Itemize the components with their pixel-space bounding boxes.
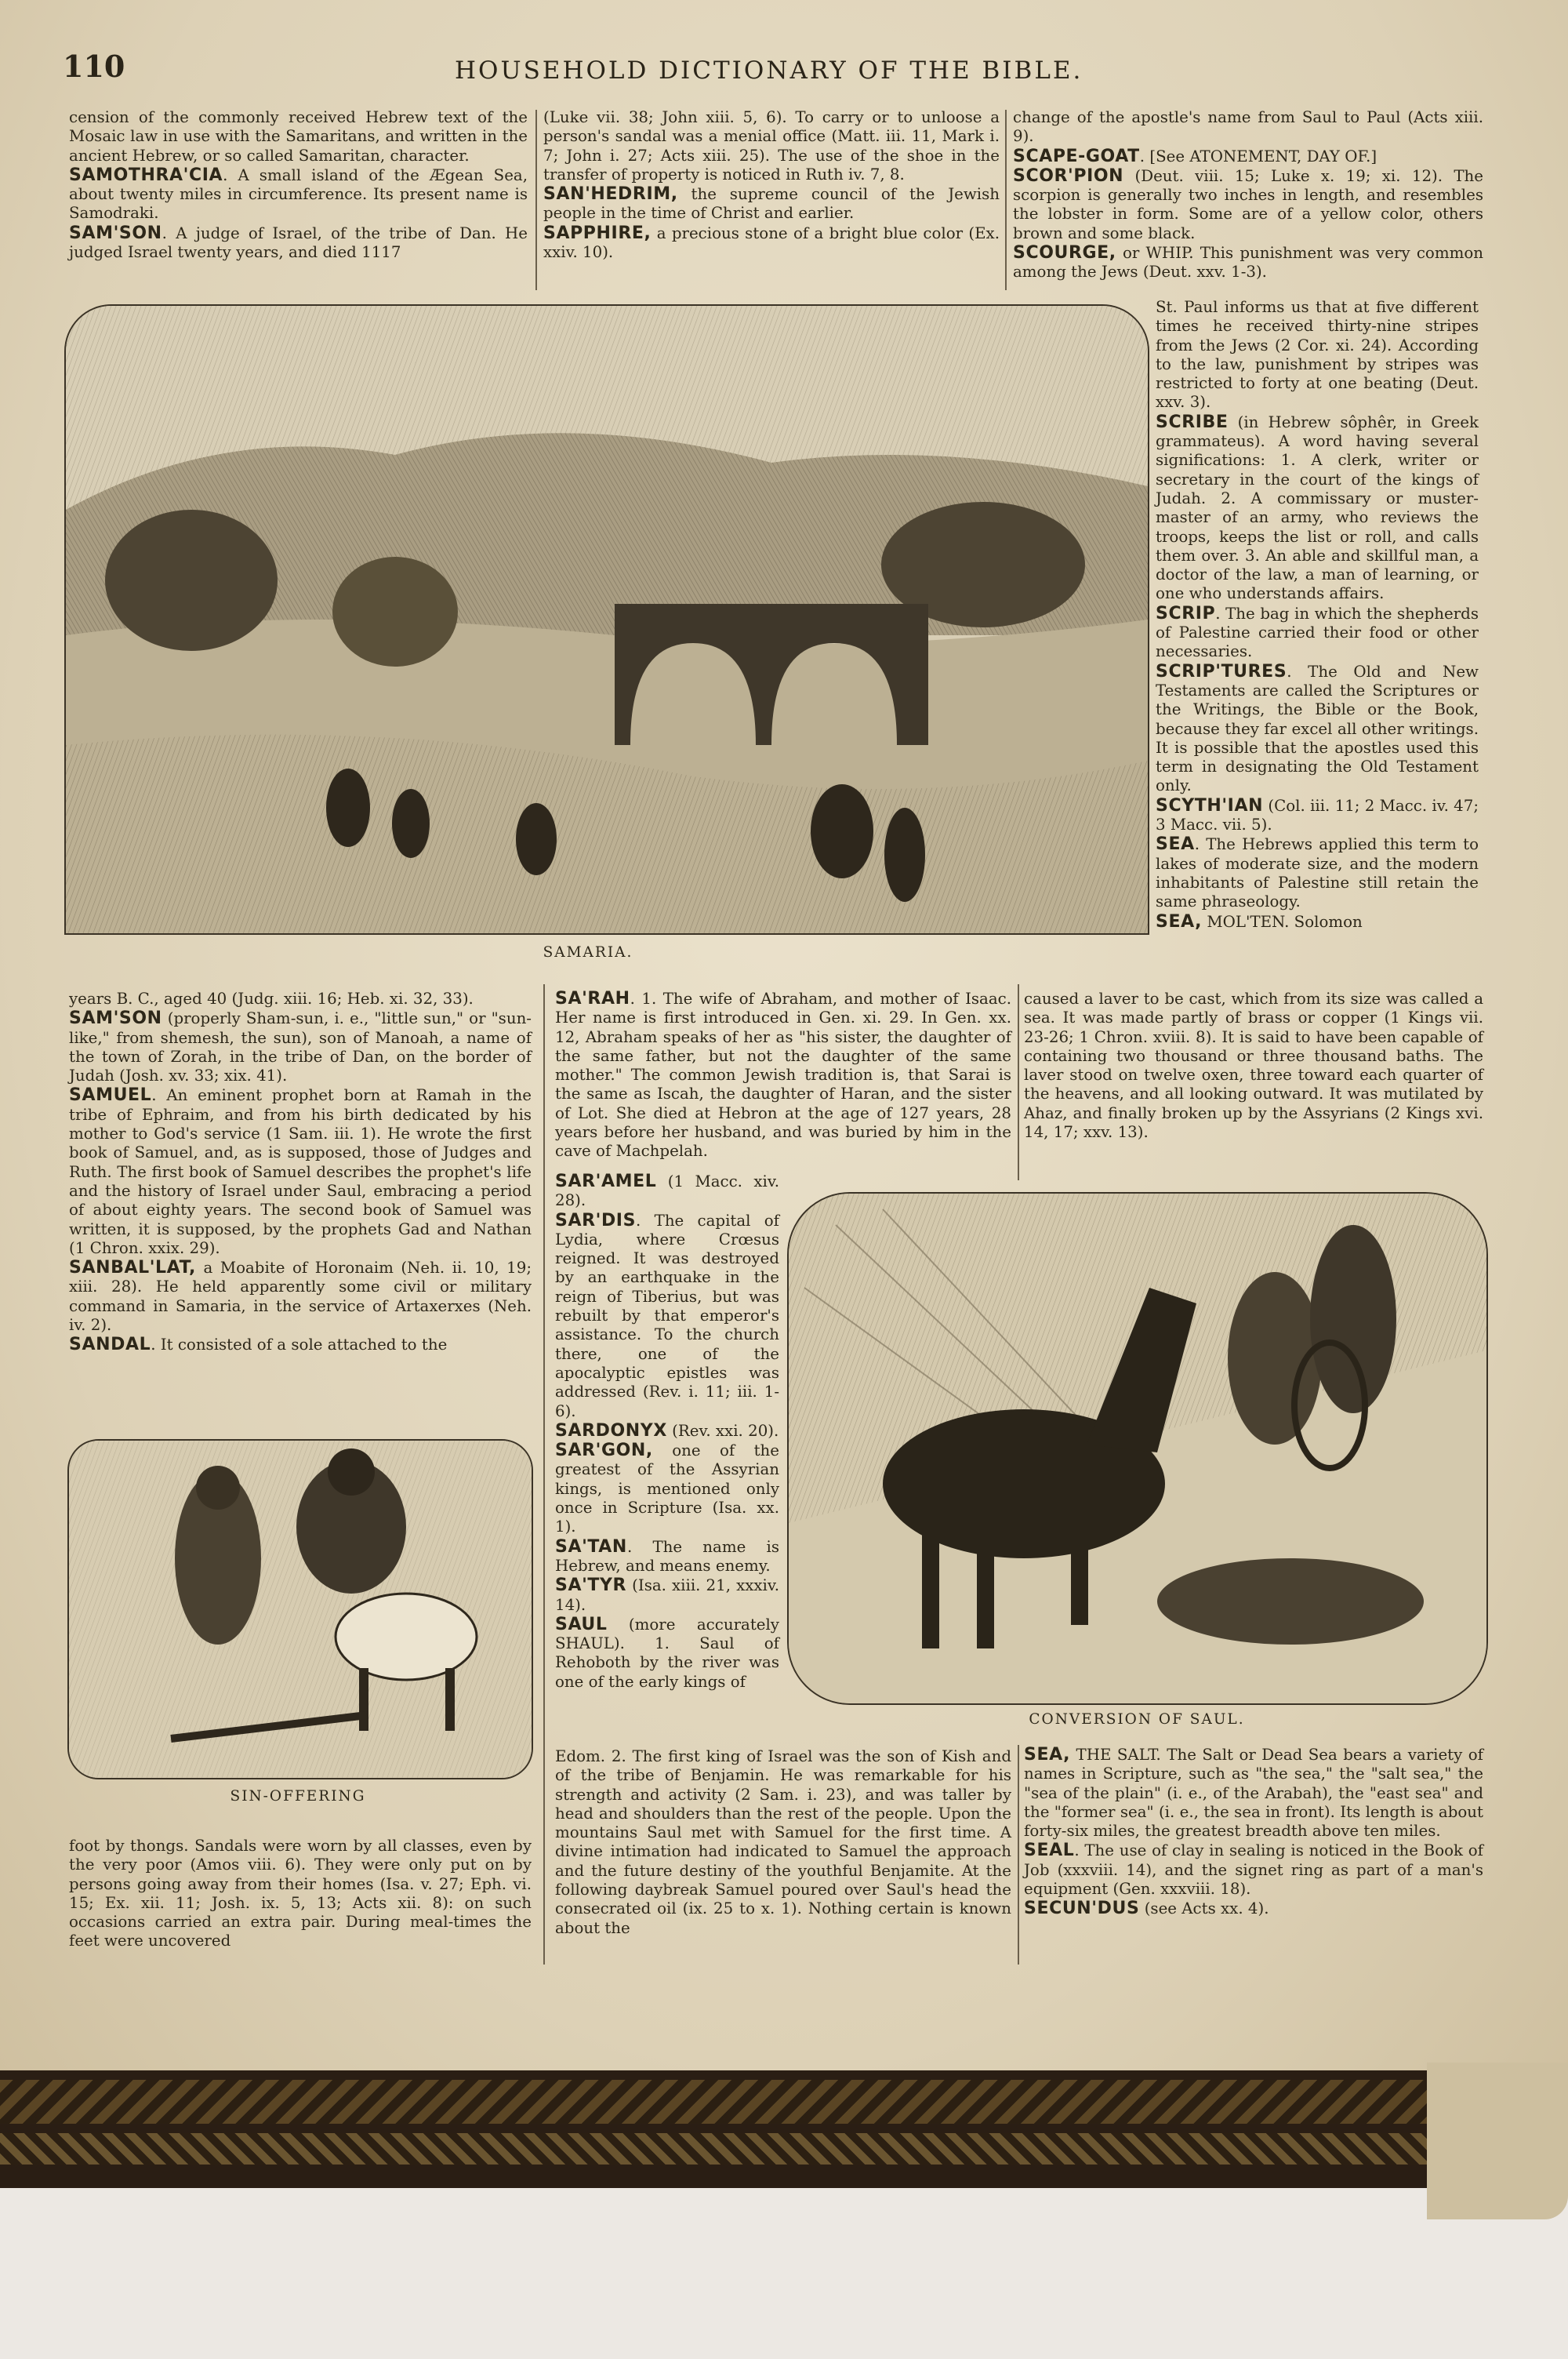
headword: SA'TAN <box>555 1536 627 1557</box>
entry-saul: SAUL (more accurately SHAUL). 1. Saul of Rehoboth by the river was one of the early kings of <box>555 1614 779 1691</box>
headword: SAMUEL <box>69 1085 152 1106</box>
entry-sapphire: SAPPHIRE, a precious stone of a bright blue color (Ex. xxiv. 10). <box>543 223 1000 262</box>
entry-paragraph: Edom. 2. The first king of Israel was the son of Kish and of the tribe of Benjamin. He was remarkable for his strength and activity (2 Sam. i. 23), and was taller by head and shoulders than the rest of the people. Upon the mountains Saul met with Samuel for the first time. A divine intimation had indicated to Samuel the approach and the future destiny of the youthful Benjamite. At the following daybreak Samuel poured over Saul's head the consecrated oil (ix. 25 to x. 1). Nothing certain is known about the <box>555 1747 1011 1937</box>
column-rule <box>1018 1745 1019 1965</box>
entry-sardonyx: SARDONYX (Rev. xxi. 20). <box>555 1420 779 1441</box>
headword: SAM'SON <box>69 223 162 243</box>
headword: SEA <box>1156 834 1195 855</box>
column-1-bottom <box>69 1837 532 1952</box>
entry-sardis: SAR'DIS. The capital of Lydia, where Crœsus reigned. It was destroyed by an earthquake in the reign of Tiberius, but was rebuilt by that emperor's assistance. To the church there, one of the apocalyptic epistles was addressed (Rev. i. 11; iii. 1-6). <box>555 1210 779 1420</box>
column-1-middle <box>69 990 532 1356</box>
column-2-bottom <box>555 1747 1011 1939</box>
entry-paragraph: years B. C., aged 40 (Judg. xiii. 16; Heb. xi. 32, 33). <box>69 990 474 1008</box>
binding-ornament <box>0 2080 1427 2124</box>
entry-sea: SEA. The Hebrews applied this term to lakes of moderate size, and the modern inhabitants of Palestine still retain the same phraseology. <box>1156 834 1479 911</box>
page-number: 110 <box>63 49 125 84</box>
entry-scribe: SCRIBE (in Hebrew sôphêr, in Greek grammateus). A word having several significations: 1. A clerk, writer or secretary in the court of the kings of Judah. 2. A commissary or muster-master of an army, who reviews the troops, keeps the list or roll, and calls them over. 3. An able and skillful man, a doctor of the law, a man of learning, or one who understands affairs. <box>1156 412 1479 603</box>
entry-samson: SAM'SON. A judge of Israel, of the tribe of Dan. He judged Israel twenty years, and died 1117 <box>69 223 528 262</box>
headword: SCYTH'IAN <box>1156 795 1264 816</box>
column-1-top <box>69 108 528 263</box>
column-2-narrow <box>555 1172 779 1692</box>
headword: SAUL <box>555 1614 608 1634</box>
headword: SCRIP'TURES <box>1156 661 1287 682</box>
headword: SAM'SON <box>69 1009 162 1029</box>
column-2-middle <box>555 990 1011 1162</box>
sin-offering-caption: SIN-OFFERING <box>230 1788 366 1805</box>
entry-scriptures: SCRIP'TURES. The Old and New Testaments are called the Scriptures or the Writings, the Bible or the Book, because they far excel all other writings. It is possible that the apostles used this term in designating the Old Testament only. <box>1156 661 1479 795</box>
headword: SCAPE-GOAT <box>1013 146 1140 166</box>
column-3-bottom <box>1024 1746 1483 1920</box>
binding-ornament <box>0 2133 1427 2165</box>
conversion-of-saul-engraving <box>787 1192 1488 1705</box>
column-rule <box>535 110 537 290</box>
entry-satan: SA'TAN. The name is Hebrew, and means enemy. <box>555 1536 779 1575</box>
headword: SEAL <box>1024 1841 1075 1861</box>
entry-paragraph: caused a laver to be cast, which from its size was called a sea. It was made partly of brass or copper (1 Kings vii. 23-26; 1 Chron. xviii. 8). It is said to have been capable of containing two thousand or three thousand baths. The laver stood on twelve oxen, three toward each quarter of the heavens, and all looking outward. It was mutilated by Ahaz, and finally broken up by the Assyrians (2 Kings xvi. 14, 17; xxv. 13). <box>1024 990 1483 1142</box>
headword: SAR'GON, <box>555 1441 653 1461</box>
entry-paragraph: (Luke vii. 38; John xiii. 5, 6). To carry or to unloose a person's sandal was a menial office (Matt. iii. 11, Mark i. 7; John i. 27; Acts xiii. 25). The use of the shoe in the transfer of property is noticed in Ruth iv. 7, 8. <box>543 108 1000 184</box>
entry-sandal: SANDAL. It consisted of a sole attached to the <box>69 1335 448 1355</box>
column-3-top <box>1013 108 1483 283</box>
column-rule <box>1005 110 1007 290</box>
entry-sanballat: SANBAL'LAT, a Moabite of Horonaim (Neh. ii. 10, 19; xiii. 28). He held apparently some civil or military command in Samaria, in the service of Artaxerxes (Neh. iv. 2). <box>69 1258 532 1335</box>
entry-paragraph: change of the apostle's name from Saul to Paul (Acts xiii. 9). <box>1013 108 1483 146</box>
headword: SANBAL'LAT, <box>69 1258 196 1278</box>
entry-sea-molten: SEA, MOL'TEN. Solomon <box>1156 911 1363 932</box>
samaria-caption: SAMARIA. <box>543 944 633 961</box>
entry-seal: SEAL. The use of clay in sealing is noticed in the Book of Job (xxxviii. 14), and the signet ring as part of a man's equipment (Gen. xxxviii. 18). <box>1024 1841 1483 1899</box>
headword: SAMOTHRA'CIA <box>69 165 223 185</box>
entry-scape-goat: SCAPE-GOAT. [See ATONEMENT, DAY OF.] <box>1013 146 1377 166</box>
entry-secundus: SECUN'DUS (see Acts xx. 4). <box>1024 1899 1269 1919</box>
sin-offering-engraving <box>67 1439 533 1779</box>
entry-paragraph: foot by thongs. Sandals were worn by all classes, even by the very poor (Amos viii. 6). They were only put on by persons going away from their homes (Isa. v. 27; Eph. vi. 15; Ex. xii. 11; Josh. ix. 5, 13; Acts xii. 8): on such occasions carried an extra pair. During meal-times the feet were uncovered <box>69 1837 532 1950</box>
column-2-top <box>543 108 1000 263</box>
headword: SAN'HEDRIM, <box>543 184 678 205</box>
entry-sarah: SA'RAH. 1. The wife of Abraham, and mother of Isaac. Her name is first introduced in Gen. xi. 29. In Gen. xx. 12, Abraham speaks of her as "his sister, the daughter of the same father, but not the daughter of the same mother." The common Jewish tradition is, that Sarai is the same as Iscah, the daughter of Haran, and the sister of Lot. She died at Hebron at the age of 127 years, 28 years before her husband, and was buried by him in the cave of Machpelah. <box>555 989 1011 1161</box>
entry-scourge: SCOURGE, or WHIP. This punishment was very common among the Jews (Deut. xxv. 1-3). <box>1013 243 1483 282</box>
entry-sanhedrim: SAN'HEDRIM, the supreme council of the Jewish people in the time of Christ and earlier. <box>543 184 1000 223</box>
entry-scythian: SCYTH'IAN (Col. iii. 11; 2 Macc. iv. 47; 3 Macc. vii. 5). <box>1156 795 1479 834</box>
entry-saramel: SAR'AMEL (1 Macc. xiv. 28). <box>555 1172 779 1210</box>
page-corner <box>1427 2063 1568 2219</box>
headword: SEA, <box>1024 1745 1071 1765</box>
column-3-narrow <box>1156 298 1479 932</box>
headword: SAPPHIRE, <box>543 223 652 243</box>
headword: SCOURGE, <box>1013 243 1116 264</box>
headword: SA'RAH <box>555 989 630 1009</box>
conversion-caption: CONVERSION OF SAUL. <box>1029 1711 1245 1728</box>
entry-sea-the-salt: SEA, THE SALT. The Salt or Dead Sea bears a variety of names in Scripture, such as "the sea," the "salt sea," the "sea of the plain" (i. e., of the Arabah), the "east sea" and the "former sea" (i. e., the sea in front). Its length is about forty-six miles, the greatest breadth above ten miles. <box>1024 1745 1483 1841</box>
entry-samothracia: SAMOTHRA'CIA. A small island of the Ægean Sea, about twenty miles in circumference. Its present name is Samodraki. <box>69 165 528 223</box>
entry-scrip: SCRIP. The bag in which the shepherds of Palestine carried their food or other necessaries. <box>1156 603 1479 661</box>
entry-sargon: SAR'GON, one of the greatest of the Assyrian kings, is mentioned only once in Scripture (Isa. xx. 1). <box>555 1441 779 1536</box>
headword: SEA, <box>1156 911 1203 932</box>
entry-samuel: SAMUEL. An eminent prophet born at Ramah in the tribe of Ephraim, and from his birth dedicated by his mother to God's service (1 Sam. iii. 1). He wrote the first book of Samuel, and, as is supposed, those of Judges and Ruth. The first book of Samuel describes the prophet's life and the history of Israel under Saul, embracing a period of about eighty years. The second book of Samuel was written, it is supposed, by the prophets Gad and Nathan (1 Chron. xxix. 29). <box>69 1085 532 1257</box>
samaria-engraving <box>64 304 1149 935</box>
column-rule <box>1018 984 1019 1180</box>
entry-paragraph: cension of the commonly received Hebrew text of the Mosaic law in use with the Samaritans, and written in the ancient Hebrew, or so called Samaritan, character. <box>69 108 528 165</box>
entry-samson-2: SAM'SON (properly Sham-sun, i. e., "little sun," or "sun-like," from shemesh, the sun), son of Manoah, a name of the town of Zorah, in the tribe of Dan, on the border of Judah (Josh. xv. 33; xix. 41). <box>69 1009 532 1085</box>
page-header <box>63 49 1505 88</box>
entry-scorpion: SCOR'PION (Deut. viii. 15; Luke x. 19; xi. 12). The scorpion is generally two inches in length, and resembles the lobster in form. Some are of a yellow color, others brown and some black. <box>1013 165 1483 242</box>
headword: SARDONYX <box>555 1420 667 1441</box>
running-head: HOUSEHOLD DICTIONARY OF THE BIBLE. <box>455 56 1083 85</box>
headword: SCRIP <box>1156 603 1216 623</box>
headword: SECUN'DUS <box>1024 1899 1140 1919</box>
entry-satyr: SA'TYR (Isa. xiii. 21, xxxiv. 14). <box>555 1576 779 1614</box>
headword: SANDAL <box>69 1335 151 1355</box>
headword: SAR'DIS <box>555 1210 637 1230</box>
entry-paragraph: St. Paul informs us that at five different times he received thirty-nine stripes from the Jews (2 Cor. xi. 24). According to the law, punishment by stripes was restricted to forty at one beating (Deut. xxv. 3). <box>1156 298 1479 412</box>
headword: SCRIBE <box>1156 412 1229 432</box>
headword: SCOR'PION <box>1013 165 1124 186</box>
headword: SAR'AMEL <box>555 1172 657 1191</box>
column-rule <box>543 984 545 1965</box>
column-3-middle <box>1024 990 1483 1143</box>
headword: SA'TYR <box>555 1576 627 1596</box>
